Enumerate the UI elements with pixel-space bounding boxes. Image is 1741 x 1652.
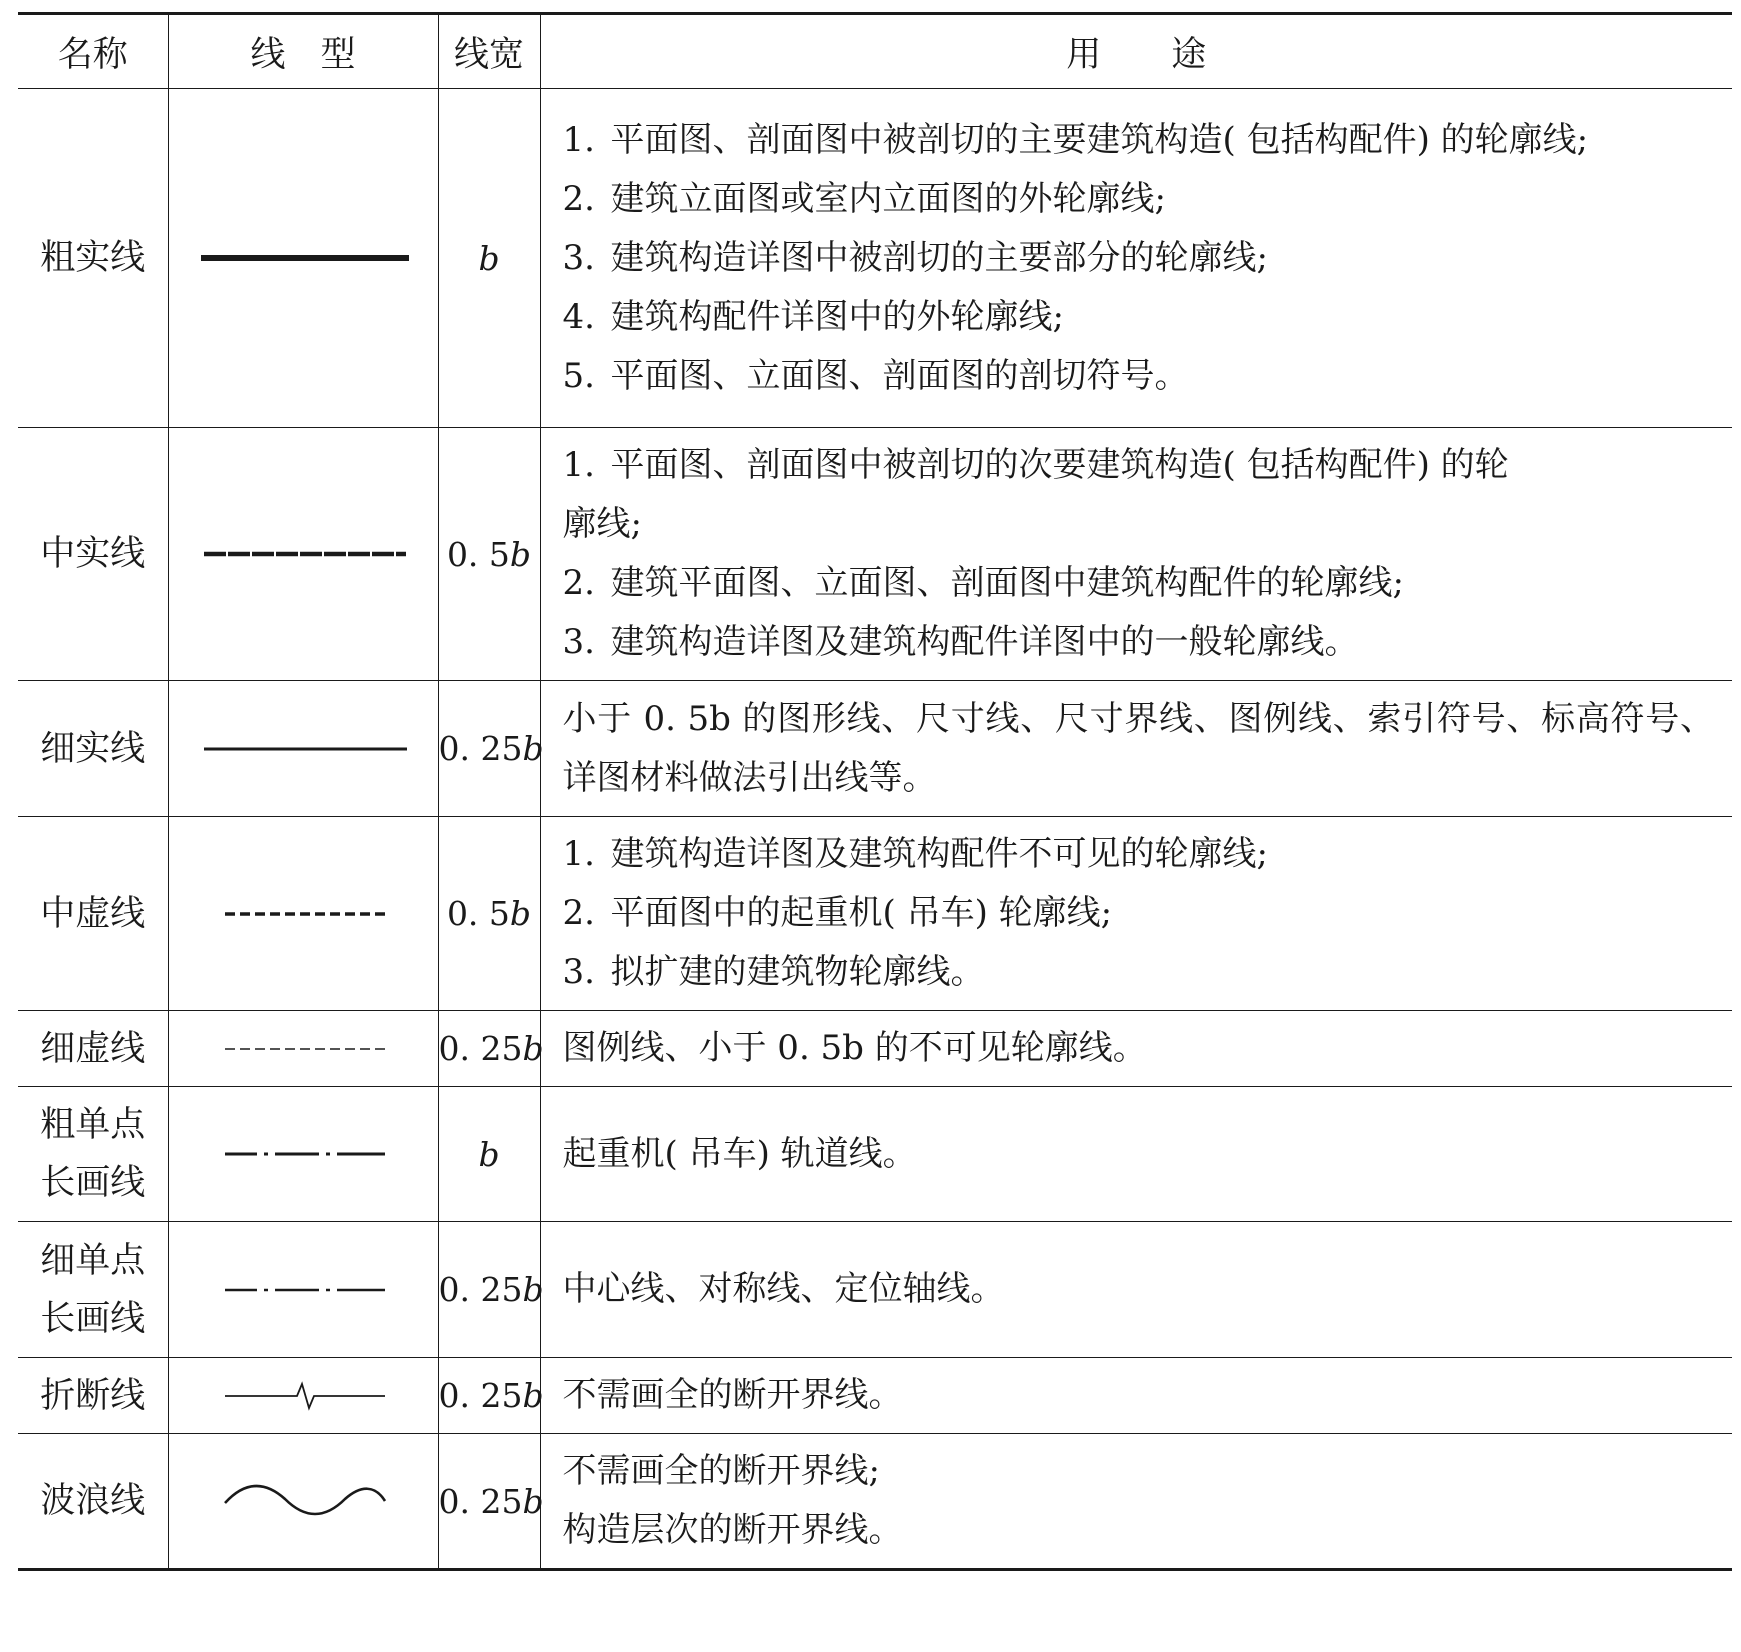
- row-width: b: [438, 89, 540, 428]
- medium-dashed-line-icon: [168, 817, 438, 1011]
- row-width: 0. 25b: [438, 1011, 540, 1087]
- list-item: 3. 建筑构造详图中被剖切的主要部分的轮廓线;: [562, 237, 1268, 278]
- row-usage: 图例线、小于 0. 5b 的不可见轮廓线。: [540, 1011, 1732, 1087]
- list-item: 1. 建筑构造详图及建筑构配件不可见的轮廓线;: [562, 834, 1268, 874]
- row-usage: 起重机( 吊车) 轨道线。: [540, 1087, 1732, 1222]
- row-width: 0. 5b: [438, 428, 540, 681]
- row-usage: [540, 1434, 1732, 1570]
- table-row: [18, 1087, 1732, 1222]
- table-row: [18, 1222, 1732, 1358]
- row-width: 0. 25b: [438, 1434, 540, 1570]
- row-width: b: [438, 1087, 540, 1222]
- row-usage: [540, 817, 1732, 1011]
- header-row: [18, 14, 1732, 89]
- row-name: 细虚线: [18, 1011, 168, 1087]
- table-row: [18, 89, 1732, 428]
- header-name: 名称: [18, 14, 168, 89]
- row-name: 细实线: [18, 681, 168, 817]
- row-usage: 不需画全的断开界线。: [540, 1358, 1732, 1434]
- row-width: 0. 5b: [438, 817, 540, 1011]
- table-row: [18, 428, 1732, 681]
- usage-line: 不需画全的断开界线;: [562, 1451, 880, 1491]
- list-item: 2. 建筑平面图、立面图、剖面图中建筑构配件的轮廓线;: [562, 563, 1404, 603]
- list-item-continuation: 廓线;: [562, 504, 642, 544]
- row-name: 折断线: [18, 1358, 168, 1434]
- list-item: 3. 拟扩建的建筑物轮廓线。: [562, 952, 985, 992]
- row-usage: [540, 428, 1732, 681]
- header-width: 线宽: [438, 14, 540, 89]
- list-item: 3. 建筑构造详图及建筑构配件详图中的一般轮廓线。: [562, 622, 1359, 662]
- thick-dash-dot-line-icon: [168, 1087, 438, 1222]
- thin-dash-dot-line-icon: [168, 1222, 438, 1358]
- table-row: [18, 1434, 1732, 1570]
- row-width: 0. 25b: [438, 1358, 540, 1434]
- thin-dashed-line-icon: [168, 1011, 438, 1087]
- row-usage: 小于 0. 5b 的图形线、尺寸线、尺寸界线、图例线、索引符号、标高符号、详图材料做法引出线等。: [540, 681, 1732, 817]
- list-item: 2. 平面图中的起重机( 吊车) 轮廓线;: [562, 893, 1113, 933]
- usage-line: 构造层次的断开界线。: [562, 1510, 903, 1550]
- list-item: 1. 平面图、剖面图中被剖切的次要建筑构造( 包括构配件) 的轮: [562, 445, 1509, 485]
- list-item: 4. 建筑构配件详图中的外轮廓线;: [562, 296, 1064, 337]
- wavy-line-icon: [168, 1434, 438, 1570]
- thick-solid-line-icon: [168, 89, 438, 428]
- row-usage: [540, 89, 1732, 428]
- row-name: 细单点 长画线: [18, 1222, 168, 1358]
- thin-solid-line-icon: [168, 681, 438, 817]
- medium-solid-line-icon: [168, 428, 438, 681]
- header-linetype: 线 型: [168, 14, 438, 89]
- header-usage: 用 途: [540, 14, 1732, 89]
- table-row: [18, 1011, 1732, 1087]
- list-item: 2. 建筑立面图或室内立面图的外轮廓线;: [562, 178, 1166, 219]
- row-width: 0. 25b: [438, 681, 540, 817]
- table-row: [18, 817, 1732, 1011]
- row-name: 粗实线: [18, 89, 168, 428]
- table-row: [18, 1358, 1732, 1434]
- row-name: 粗单点 长画线: [18, 1087, 168, 1222]
- line-type-table: [18, 12, 1732, 1571]
- list-item: 1. 平面图、剖面图中被剖切的主要建筑构造( 包括构配件) 的轮廓线;: [562, 119, 1589, 160]
- row-name: 中虚线: [18, 817, 168, 1011]
- row-name: 中实线: [18, 428, 168, 681]
- row-usage: 中心线、对称线、定位轴线。: [540, 1222, 1732, 1358]
- break-line-icon: [168, 1358, 438, 1434]
- row-name: 波浪线: [18, 1434, 168, 1570]
- table-row: [18, 681, 1732, 817]
- row-width: 0. 25b: [438, 1222, 540, 1358]
- list-item: 5. 平面图、立面图、剖面图的剖切符号。: [562, 355, 1189, 396]
